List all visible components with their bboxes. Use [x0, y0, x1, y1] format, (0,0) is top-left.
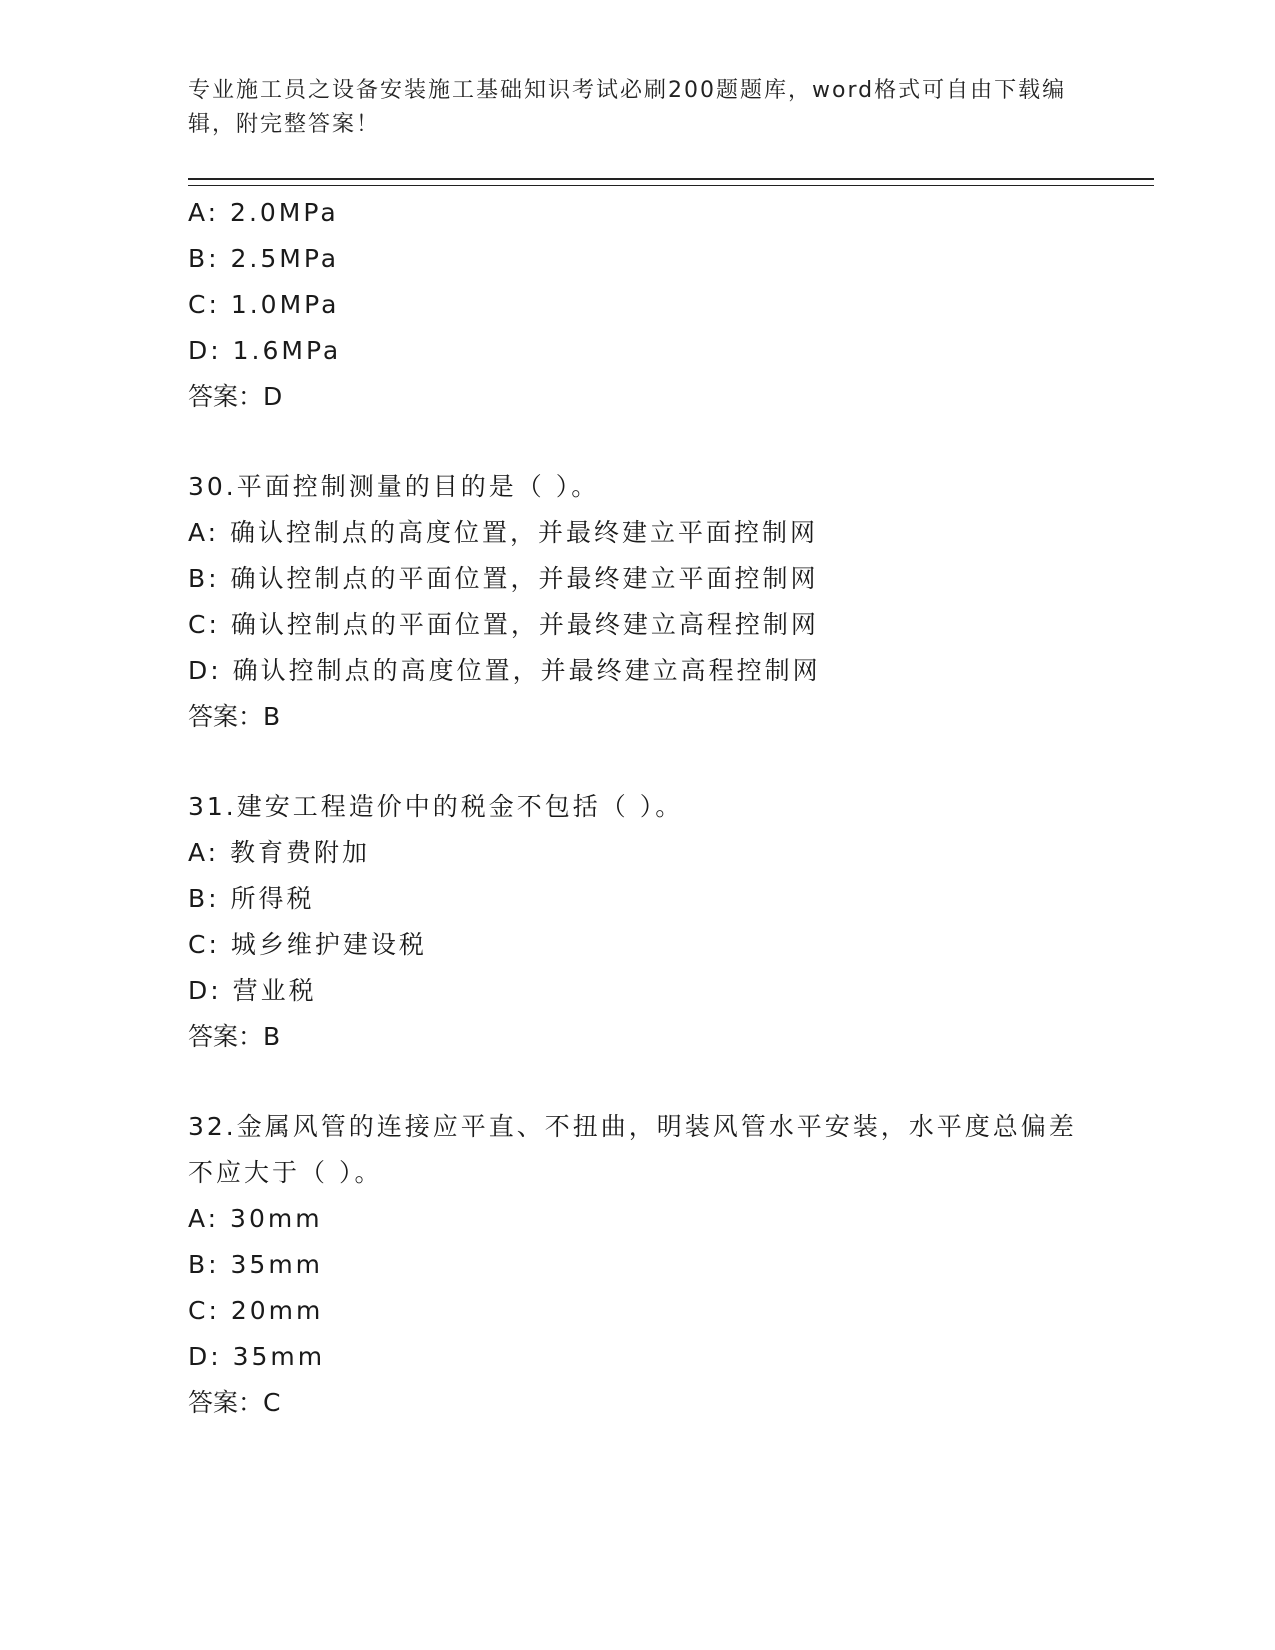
- question-text: 30.平面控制测量的目的是（ ）。: [188, 472, 600, 501]
- answer-line: 答案：D: [188, 382, 283, 411]
- question-block-32: [188, 1104, 1154, 1426]
- option-d: D: 确认控制点的高度位置，并最终建立高程控制网: [188, 656, 821, 685]
- answer-line: 答案：B: [188, 1022, 281, 1051]
- document-header: 专业施工员之设备安装施工基础知识考试必刷200题题库，word格式可自由下载编辑，附完整答案！: [188, 78, 1067, 137]
- option-d: D: 1.6MPa: [188, 336, 342, 365]
- option-b: B: 确认控制点的平面位置，并最终建立平面控制网: [188, 564, 819, 593]
- answer-line: 答案：C: [188, 1388, 281, 1417]
- option-c: C: 城乡维护建设税: [188, 930, 427, 959]
- option-b: B: 2.5MPa: [188, 244, 340, 273]
- option-d: D: 营业税: [188, 976, 317, 1005]
- spacer: [188, 740, 1154, 784]
- option-d: D: 35mm: [188, 1342, 326, 1371]
- option-b: B: 35mm: [188, 1250, 324, 1279]
- answer-line: 答案：B: [188, 702, 281, 731]
- option-c: C: 1.0MPa: [188, 290, 340, 319]
- option-c: C: 20mm: [188, 1296, 324, 1325]
- option-a: A: 30mm: [188, 1204, 323, 1233]
- spacer: [188, 1060, 1154, 1104]
- spacer: [188, 420, 1154, 464]
- option-a: A: 教育费附加: [188, 838, 371, 867]
- option-a: A: 确认控制点的高度位置，并最终建立平面控制网: [188, 518, 819, 547]
- question-block-29: [188, 190, 1154, 420]
- question-block-30: [188, 464, 1154, 740]
- header-divider: [188, 178, 1154, 186]
- question-block-31: [188, 784, 1154, 1060]
- question-list: [188, 190, 1154, 1426]
- question-text: 32.金属风管的连接应平直、不扭曲，明装风管水平安装，水平度总偏差不应大于（ ）。: [188, 1112, 1077, 1187]
- option-b: B: 所得税: [188, 884, 315, 913]
- option-c: C: 确认控制点的平面位置，并最终建立高程控制网: [188, 610, 819, 639]
- option-a: A: 2.0MPa: [188, 198, 339, 227]
- question-text: 31.建安工程造价中的税金不包括（ ）。: [188, 792, 684, 821]
